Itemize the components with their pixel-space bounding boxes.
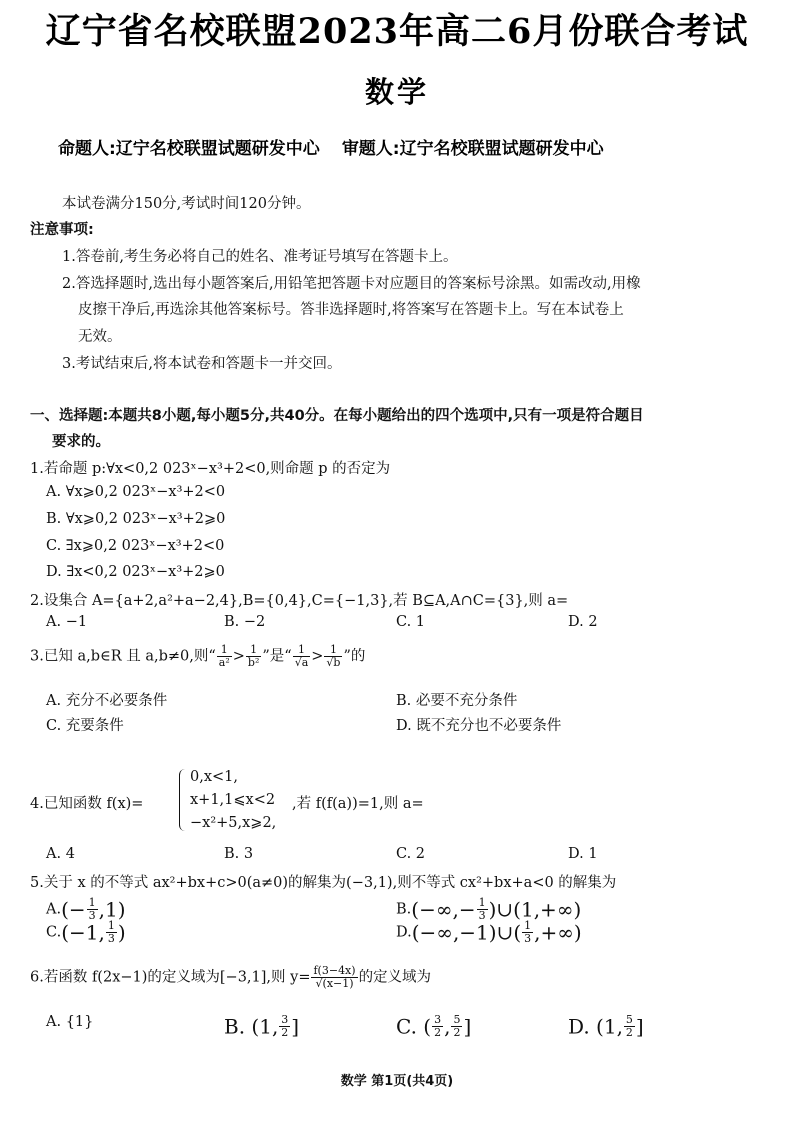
fraction: $\frac{5}{2}$ (453, 1013, 461, 1039)
notice-item: 1.答卷前,考生务必将自己的姓名、准考证号填写在答题卡上。 (62, 249, 458, 265)
question-1-stem: 1.若命题 p:∀x<0,2 023ˣ−x³+2<0,则命题 p 的否定为 (30, 461, 391, 477)
fraction: $\frac{1}{√b}$ (326, 643, 341, 669)
q3-option-c: C. 充要条件 (46, 718, 124, 734)
question-5-stem: 5.关于 x 的不等式 ax²+bx+c>0(a≠0)的解集为(−3,1),则不等式 cx²+bx+a<0 的解集为 (30, 875, 617, 891)
fraction: $\frac{3}{2}$ (281, 1013, 289, 1039)
fraction: $\frac{1}{\text{a²}}$ (218, 643, 230, 669)
page-footer: 数学 第1页(共4页) (340, 1074, 454, 1089)
q5-option-b: B.(−∞,− $\frac{1}{3}$ )∪(1,+∞) (396, 896, 582, 922)
q6-option-b: B. (1, $\frac{3}{2}$ ] (224, 1013, 300, 1039)
q2-option-d: D. 2 (568, 614, 598, 630)
q4-option-c: C. 2 (396, 846, 426, 862)
q3-option-b: B. 必要不充分条件 (396, 693, 518, 709)
fraction: $\frac{f(3-4x)}{√(x-1)}$ (313, 964, 356, 990)
q1-option-c: C. ∃x⩾0,2 023ˣ−x³+2<0 (46, 538, 225, 554)
proposer: 命题人:辽宁名校联盟试题研发中心 (58, 139, 320, 159)
notice-item: 2.答选择题时,选出每小题答案后,用铅笔把答题卡对应题目的答案标号涂黑。如需改动,用橡 (62, 276, 641, 292)
notice-item: 皮擦干净后,再选涂其他答案标号。答非选择题时,将答案写在答题卡上。写在本试卷上 (78, 302, 624, 318)
exam-title: 辽宁省名校联盟2023年高二6月份联合考试 (45, 11, 749, 52)
q4-option-a: A. 4 (46, 846, 75, 862)
q3-stem-part: ”是“ (262, 648, 292, 665)
q1-option-a: A. ∀x⩾0,2 023ˣ−x³+2<0 (46, 484, 226, 500)
q5-option-a: A.(− $\frac{1}{3}$ ,1) (46, 896, 126, 922)
fraction: $\frac{1}{3}$ (524, 919, 532, 945)
q3-option-a: A. 充分不必要条件 (46, 693, 168, 709)
question-3-stem: 3.已知 a,b∈R 且 a,b≠0,则“ $\frac{1}{\text{a²}}$ > $\frac{1}{\text{b²}}$ ”是“ $\frac{1}{√a}$ > $\frac{1}{√b}$ ”的 (30, 643, 366, 669)
q3-stem-part: ”的 (343, 648, 366, 665)
intro-text: 本试卷满分150分,考试时间120分钟。 (62, 196, 311, 212)
q4-option-d: D. 1 (568, 846, 598, 862)
fraction: $\frac{1}{\text{b²}}$ (247, 643, 260, 669)
q3-stem-part: 3.已知 a,b∈R 且 a,b≠0,则“ (30, 648, 216, 665)
question-4-stem: 4.已知函数 f(x)= (30, 796, 144, 812)
q2-option-c: C. 1 (396, 614, 426, 630)
fraction: $\frac{1}{3}$ (107, 919, 115, 945)
notice-heading: 注意事项: (30, 222, 94, 238)
notice-item: 无效。 (78, 329, 122, 345)
q6-option-d: D. (1, $\frac{5}{2}$ ] (568, 1013, 644, 1039)
section-heading-cont: 要求的。 (52, 434, 110, 450)
q3-option-d: D. 既不充分也不必要条件 (396, 718, 562, 734)
q4-option-b: B. 3 (224, 846, 254, 862)
piecewise-case: 0,x<1, (190, 769, 238, 785)
question-6-stem: 6.若函数 f(2x−1)的定义域为[−3,1],则 y= $\frac{f(3-4x)}{√(x-1)}$ 的定义域为 (30, 964, 432, 990)
fraction: $\frac{1}{3}$ (478, 896, 486, 922)
subject-title: 数学 (364, 75, 429, 109)
piecewise-brace (179, 769, 190, 831)
reviewer: 审题人:辽宁名校联盟试题研发中心 (341, 139, 604, 159)
q5-option-c: C.(−1, $\frac{1}{3}$ ) (46, 919, 126, 945)
section-heading: 一、选择题:本题共8小题,每小题5分,共40分。在每小题给出的四个选项中,只有一项是符合题目 (30, 408, 644, 424)
question-2-stem: 2.设集合 A={a+2,a²+a−2,4},B={0,4},C={−1,3},若 B⊆A,A∩C={3},则 a= (30, 593, 569, 609)
q6-option-c: C. ( $\frac{3}{2}$ , $\frac{5}{2}$ ] (396, 1013, 472, 1039)
fraction: $\frac{1}{3}$ (88, 896, 96, 922)
q6-option-a: A. {1} (46, 1014, 94, 1030)
fraction: $\frac{1}{√a}$ (294, 643, 309, 669)
q4-stem-tail: ,若 f(f(a))=1,则 a= (292, 796, 424, 812)
notice-item: 3.考试结束后,将本试卷和答题卡一并交回。 (62, 356, 342, 372)
fraction: $\frac{5}{2}$ (625, 1013, 633, 1039)
fraction: $\frac{3}{2}$ (434, 1013, 442, 1039)
q1-option-b: B. ∀x⩾0,2 023ˣ−x³+2⩾0 (46, 511, 226, 527)
piecewise-case: −x²+5,x⩾2, (190, 815, 277, 831)
q1-option-d: D. ∃x<0,2 023ˣ−x³+2⩾0 (46, 564, 225, 580)
q5-option-d: D.(−∞,−1)∪( $\frac{1}{3}$ ,+∞) (396, 919, 582, 945)
q2-option-b: B. −2 (224, 614, 266, 630)
q2-option-a: A. −1 (46, 614, 88, 630)
piecewise-case: x+1,1⩽x<2 (190, 792, 276, 808)
authors-line (58, 134, 778, 159)
